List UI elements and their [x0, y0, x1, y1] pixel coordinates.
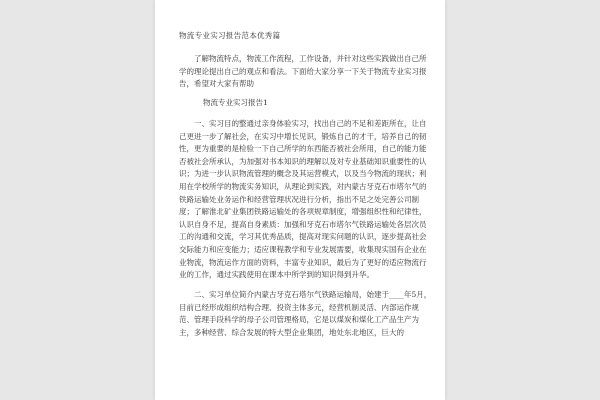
paragraph-company-intro: 二、实习单位简介内蒙古牙克石塔尔气铁路运输局，始建于____年5月，目前已经形成组织结构合理、投资主体多元，经营机制灵活、内部运作规范、管理手段科学的母子公司管理格局，它是以煤炭和煤化工产品生产为主，多种经营、综合发展的特大型企业集团，地处东北地区，巨大的 — [179, 290, 432, 337]
section-title: 物流专业实习报告1 — [203, 98, 268, 107]
paragraph-objectives: 一、实习目的整通过亲身体验实习，找出自己的不足和差距所在，让自己更进一步了解社会，在实习中增长见识，锻炼自己的才干，培养自己的韧性，更为重要的是检验一下自己所学的东西能否被社会所用，自己的能力能否被社会所承认，为加强对书本知识的理解以及对专业基础知识重要性的认识；为进一步认识物流管理的概念及其运营模式，以及当今物流的现状；利用在学校所学的物流实务知识，从理论到实践，对内蒙古牙克石市塔尔气的铁路运输处业务运作和经营管理状况进行分析，指出不足之处完善公司制度；了解淮北矿业集团铁路运输处的各项规章制度，增强组织性和纪律性，认识自身不足，提高自身素质：加强和牙克石市塔尔气铁路运输处各层次员工的沟通和交流，学习其优秀品质，提高对现实问题的认识，逐步提高社会交际能力和应变能力；适应课程教学和专业发展需要，收集现实国有企业在业物流，物流运作方面的资料，丰富专业知识，最后为了更好的适应物流行业的工作，通过实践使用在课本中所学到的知识得到升华。 — [179, 119, 427, 280]
document-title: 物流专业实习报告范本优秀篇 — [179, 31, 281, 40]
intro-paragraph: 了解物流特点，物流工作流程，工作设备，并针对这些实践做出自己所学的理论提出自己的观点和看法。下面给大家分享一下关于物流专业实习报告，希望对大家有帮助 — [179, 54, 427, 89]
document-page — [155, 0, 445, 400]
